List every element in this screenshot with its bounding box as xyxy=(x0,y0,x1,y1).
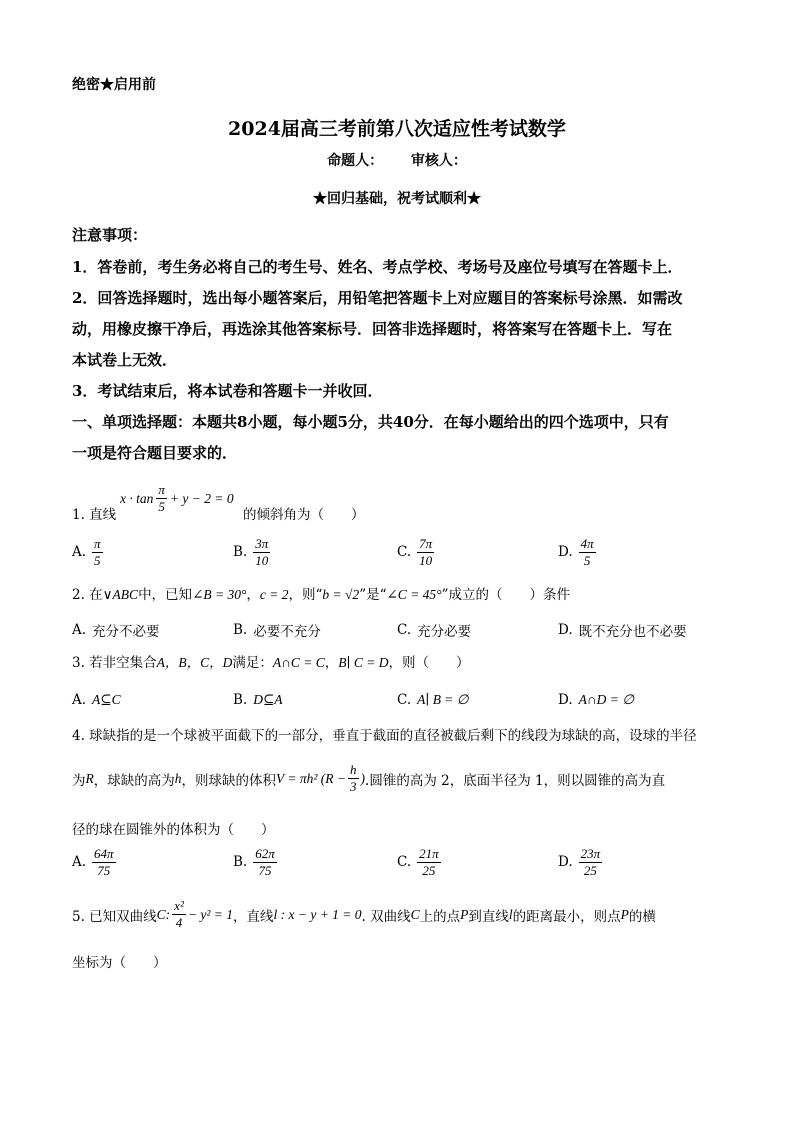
option-label: D. xyxy=(558,544,573,560)
q2-option-b[interactable] xyxy=(233,620,321,640)
q4-radius: R xyxy=(85,770,94,786)
q3-stem xyxy=(72,651,469,671)
q3-text3: ，则（ ） xyxy=(388,655,470,671)
q1-prefix: 1. 直线 xyxy=(72,507,117,523)
q4-vol-left: V = πh² (R − xyxy=(276,770,347,786)
option-text: D⊆A xyxy=(253,692,283,707)
q2-triangle: ∨ABC xyxy=(102,587,139,602)
q2-b: b = √2 xyxy=(322,587,360,602)
option-num: 7π xyxy=(419,535,433,551)
option-label: A. xyxy=(72,622,87,638)
q3-text1: 3. 若非空集合 xyxy=(72,655,157,671)
q5-line-1 xyxy=(72,898,656,931)
q5-hyperbola xyxy=(157,898,233,931)
q2-text1: 2. 在 xyxy=(72,587,103,603)
q1-suffix: 的倾斜角为（ ） xyxy=(243,507,365,523)
option-fraction xyxy=(92,846,116,879)
q4-option-c[interactable] xyxy=(397,846,441,879)
option-fraction xyxy=(579,536,596,569)
q2-angle-c: ∠C = 45° xyxy=(386,587,442,602)
option-label: C. xyxy=(397,622,412,638)
option-den: 25 xyxy=(422,862,436,878)
q1-option-b[interactable] xyxy=(233,536,270,569)
q4-text-b: ，球缺的高为 xyxy=(93,772,175,789)
q5-curve: C: xyxy=(156,906,171,922)
q1-eq-den: 5 xyxy=(158,499,165,514)
option-text: A∣ B = ∅ xyxy=(417,692,469,707)
q4-line-2 xyxy=(72,762,665,795)
q3-text2: 满足： xyxy=(232,655,273,671)
q2-stem xyxy=(72,583,570,603)
option-label: C. xyxy=(397,854,412,870)
q2-option-c[interactable] xyxy=(397,620,471,640)
q5-c: C xyxy=(410,906,420,922)
q3-options xyxy=(72,690,732,710)
notice-item-2-line-2: 动，用橡皮擦干净后，再选涂其他答案标号．回答非选择题时，将答案写在答题卡上．写在 xyxy=(72,320,673,338)
option-num: π xyxy=(94,535,101,551)
notice-item-3: 3．考试结束后，将本试卷和答题卡一并收回． xyxy=(72,382,383,400)
option-label: D. xyxy=(558,622,573,638)
q3-option-c[interactable] xyxy=(397,692,469,708)
option-text: 充分必要 xyxy=(417,624,472,640)
q4-vol-fraction xyxy=(348,762,359,795)
q4-line-1: 4. 球缺指的是一个球被平面截下的一部分，垂直于截面的直径被截后剩下的线段为球缺的高，设球的半径 xyxy=(72,728,697,744)
q5-line-2: 坐标为（ ） xyxy=(72,955,167,971)
q5-line-eq: l : x − y + 1 = 0 xyxy=(273,906,362,922)
q5-den: 4 xyxy=(175,915,183,930)
option-text: A⊆C xyxy=(92,692,121,707)
option-fraction xyxy=(417,536,434,569)
option-num: 21π xyxy=(419,845,439,861)
section1-line-1: 一、单项选择题：本题共8小题，每小题5分，共40分．在每小题给出的四个选项中，只有 xyxy=(72,413,669,431)
q2-text3: ，则“ xyxy=(288,587,323,603)
q1-options xyxy=(72,532,732,572)
q4-vol-right: ) xyxy=(360,770,366,786)
q4-text-d: .圆锥的高为 2，底面半径为 1，则以圆锥的高为直 xyxy=(365,772,666,789)
q2-sep: ， xyxy=(246,587,260,603)
option-label: D. xyxy=(558,692,573,708)
q1-option-c[interactable] xyxy=(397,536,434,569)
option-label: A. xyxy=(72,544,87,560)
q3-sets: A，B，C，D xyxy=(156,655,233,670)
option-fraction xyxy=(253,536,270,569)
q2-text5: ”成立的（ ）条件 xyxy=(441,587,570,603)
q4-volume-formula xyxy=(276,762,365,795)
q5-text4: 上的点 xyxy=(419,908,461,925)
q4-text-a: 为 xyxy=(72,772,86,789)
authors-line xyxy=(0,150,794,170)
q5-text6: 的距离最小，则点 xyxy=(512,908,621,925)
notice-item-1: 1．答卷前，考生务必将自己的考生号、姓名、考点学校、考场号及座位号填写在答题卡上． xyxy=(72,258,683,276)
q3-option-d[interactable] xyxy=(558,692,634,708)
q5-p: P xyxy=(460,906,469,922)
q4-option-d[interactable] xyxy=(558,846,602,879)
q3-option-a[interactable] xyxy=(72,692,121,708)
option-label: A. xyxy=(72,854,87,870)
option-den: 75 xyxy=(97,862,111,878)
q5-num: x² xyxy=(174,898,184,913)
q5-l: l xyxy=(508,906,513,922)
reviewer-label: 审核人： xyxy=(410,153,467,169)
q3-sep: ， xyxy=(324,655,339,671)
q5-fraction xyxy=(172,898,186,931)
q2-options xyxy=(72,620,732,640)
q3-option-b[interactable] xyxy=(233,692,283,708)
q5-text1: 5. 已知双曲线 xyxy=(72,908,157,925)
q4-vol-num: h xyxy=(350,762,357,777)
q5-p2: P xyxy=(620,906,629,922)
notice-heading: 注意事项： xyxy=(72,226,148,244)
q1-option-a[interactable] xyxy=(72,536,103,569)
section1-line-2: 一项是符合题目要求的． xyxy=(72,444,238,462)
option-den: 10 xyxy=(255,552,269,568)
q2-c: c = 2 xyxy=(259,587,289,602)
proposer-label: 命题人： xyxy=(327,153,384,169)
q3-cond2: B∣ C = D xyxy=(338,655,389,670)
q4-option-a[interactable] xyxy=(72,846,116,879)
option-fraction xyxy=(417,846,441,879)
option-label: C. xyxy=(397,544,412,560)
q4-option-b[interactable] xyxy=(233,846,277,879)
q2-option-a[interactable] xyxy=(72,620,160,640)
q5-text7: 的横 xyxy=(628,908,656,925)
q1-eq-right: + y − 2 = 0 xyxy=(169,490,234,506)
q1-equation xyxy=(120,482,234,515)
option-den: 5 xyxy=(94,552,101,568)
option-fraction xyxy=(579,846,603,879)
option-text: 充分不必要 xyxy=(92,624,160,640)
option-label: B. xyxy=(233,692,248,708)
q1-eq-fraction xyxy=(156,482,167,515)
option-den: 75 xyxy=(258,862,272,878)
option-label: D. xyxy=(558,854,573,870)
q4-vol-den: 3 xyxy=(350,779,357,794)
option-text: 既不充分也不必要 xyxy=(578,624,687,640)
q4-line-3: 径的球在圆锥外的体积为（ ） xyxy=(72,822,275,838)
exam-title: 2024届高三考前第八次适应性考试数学 xyxy=(228,118,566,140)
q1-eq-num: π xyxy=(158,482,165,497)
option-num: 64π xyxy=(94,845,114,861)
q2-text2: 中，已知 xyxy=(138,587,193,603)
option-label: B. xyxy=(233,622,248,638)
q4-height: h xyxy=(174,770,182,786)
option-fraction xyxy=(253,846,277,879)
option-label: C. xyxy=(397,692,412,708)
option-num: 4π xyxy=(580,535,594,551)
option-label: B. xyxy=(233,854,248,870)
notice-item-2-line-1: 2．回答选择题时，选出每小题答案后，用铅笔把答题卡上对应题目的答案标号涂黑．如需改 xyxy=(72,289,683,307)
q2-text4: ”是“ xyxy=(359,587,387,603)
notice-item-2-line-3: 本试卷上无效． xyxy=(72,351,178,369)
q5-text5: 到直线 xyxy=(468,908,509,925)
q5-text2: ，直线 xyxy=(232,908,274,925)
q5-curve-rest: − y² = 1 xyxy=(187,906,233,922)
option-text: 必要不充分 xyxy=(253,624,321,640)
option-fraction xyxy=(92,536,103,569)
confidential-label: 绝密★启用前 xyxy=(72,77,156,93)
q4-text-c: ，则球缺的体积 xyxy=(181,772,276,789)
option-den: 10 xyxy=(419,552,433,568)
q2-angle-b: ∠B = 30° xyxy=(192,587,247,602)
option-text: A∩D = ∅ xyxy=(578,692,635,707)
option-den: 25 xyxy=(583,862,597,878)
option-num: 62π xyxy=(255,845,275,861)
q5-text3: . 双曲线 xyxy=(361,908,411,925)
slogan: ★回归基础，祝考试顺利★ xyxy=(313,191,481,207)
q2-option-d[interactable] xyxy=(558,620,687,640)
option-num: 3π xyxy=(255,535,269,551)
option-label: B. xyxy=(233,544,248,560)
q1-option-d[interactable] xyxy=(558,536,596,569)
option-den: 5 xyxy=(583,552,591,568)
option-label: A. xyxy=(72,692,87,708)
q4-options xyxy=(72,842,732,882)
q1-eq-left: x · tan xyxy=(120,490,154,506)
q3-cond1: A∩C = C xyxy=(272,655,325,670)
option-num: 23π xyxy=(580,845,601,861)
